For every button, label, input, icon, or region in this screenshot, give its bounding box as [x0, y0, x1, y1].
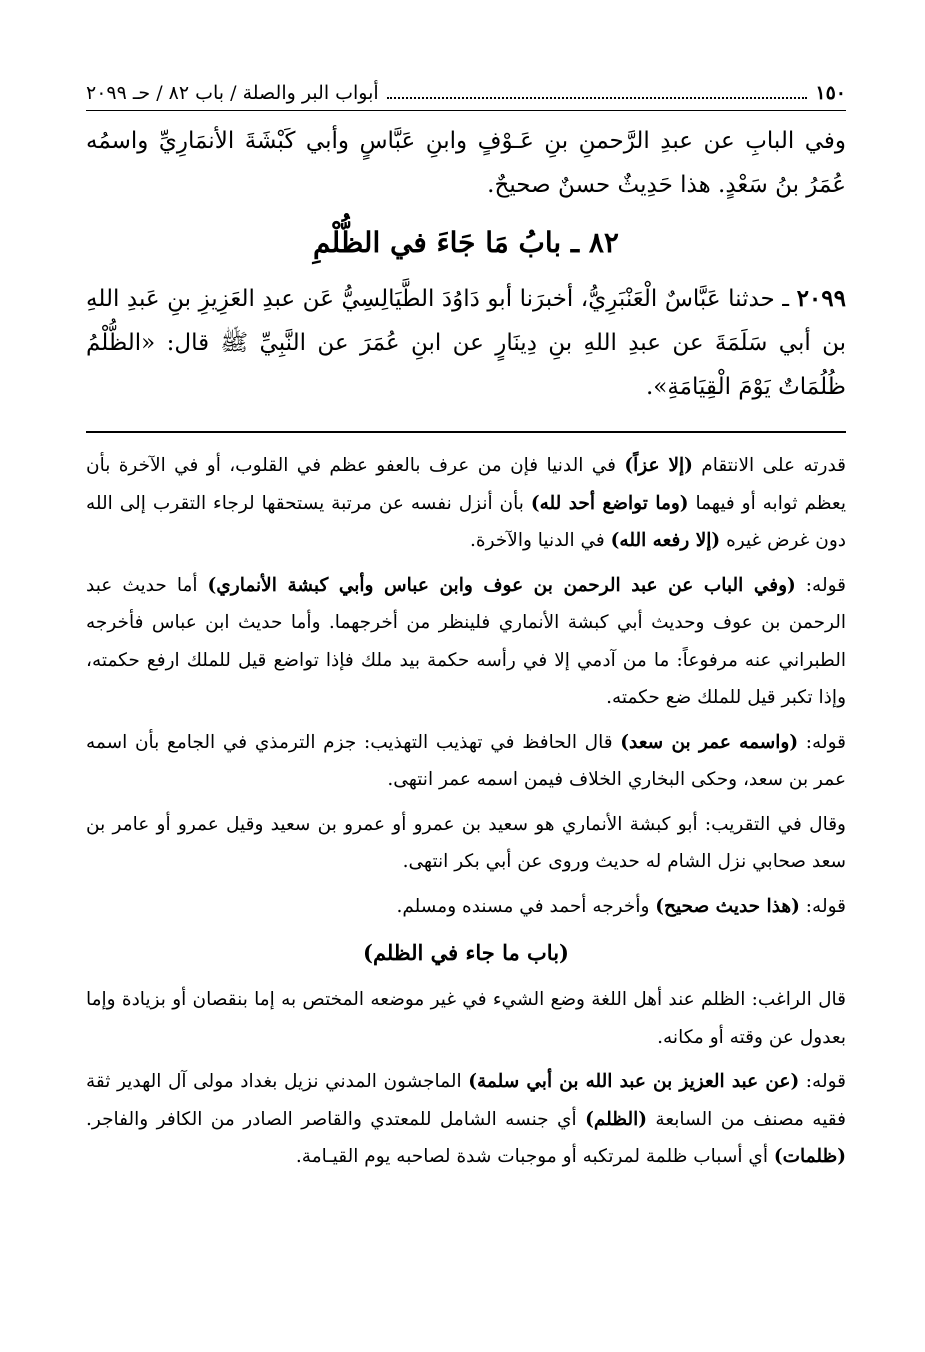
commentary-text: قال الحافظ في تهذيب التهذيب: جزم الترمذي في الجامع بأن اسمه عمر بن سعد، وحكى البخاري الخلاف فيمن اسمه عمر انتهى.: [86, 731, 846, 790]
commentary-text: قوله:: [799, 895, 846, 917]
commentary-paragraph: [86, 447, 846, 560]
commentary-separator: [86, 431, 846, 433]
commentary-text: أي أسباب ظلمة لمرتكبه أو موجبات شدة لصاحبه يوم القيـامة.: [295, 1146, 774, 1167]
hadith-paragraph: [86, 277, 846, 409]
page-number: ١٥٠: [815, 82, 846, 104]
commentary-text: قوله:: [795, 574, 846, 596]
commentary-text: بأن أنزل نفسه عن مرتبة يستحقها لرجاء التقرب إلى الله دون غرض غيره: [86, 492, 846, 551]
commentary-paragraph: [86, 1063, 846, 1176]
chapter-title: ٨٢ ـ بابُ مَا جَاءَ في الظُّلْمِ: [313, 226, 619, 259]
commentary-text: قوله:: [798, 731, 846, 753]
commentary-paragraph: [86, 806, 846, 881]
commentary-paragraph: [86, 981, 846, 1056]
commentary-quote: (هذا حديث صحيح): [655, 895, 800, 917]
commentary-text: وقال في التقريب: أبو كبشة الأنماري هو سعيد بن عمرو أو عمرو بن سعيد وقيل عمرو أو عامر بن سعد صحابي نزل الشام له حديث وروى عن أبي بكر انتهى.: [86, 813, 846, 872]
commentary-quote: (الظلم): [585, 1108, 647, 1130]
commentary-paragraph: [86, 567, 846, 717]
commentary-text: قوله:: [799, 1071, 846, 1092]
book-page: [86, 80, 846, 1183]
commentary-quote: (إلا رفعه الله): [610, 530, 721, 551]
commentary-quote: (إلا عزاً): [624, 455, 693, 476]
running-header: [86, 80, 846, 110]
commentary-quote: (واسمه عمر بن سعد): [620, 731, 799, 753]
commentary-quote: (وما تواضع أحد لله): [530, 492, 689, 514]
hadith-number: ٢٠٩٩: [796, 285, 846, 312]
commentary-quote: (عن عبد العزيز بن عبد الله بن أبي سلمة): [468, 1071, 800, 1092]
commentary-text: وأخرجه أحمد في مسنده ومسلم.: [396, 895, 656, 917]
dotted-leader: [387, 97, 808, 99]
commentary-paragraph: [86, 724, 846, 799]
commentary-text: قدرته على الانتقام: [692, 455, 847, 476]
header-rule: [86, 110, 846, 111]
commentary-section-title: (باب ما جاء في الظلم): [363, 940, 569, 965]
main-text-paragraph: وفي البابِ عن عبدِ الرَّحمنِ بنِ عَـوْفٍ وابنِ عَبَّاسٍ وأبي كَبْشَةَ الأنمَارِيِّ واسمُه عُمَرُ بنُ سَعْدٍ. هذا حَدِيثٌ حسنٌ صحيحٌ.: [86, 128, 846, 198]
hadith-text: ـ حدثنا عَبَّاسٌ الْعَنْبَرِيُّ، أخبرَنا أبو دَاوُدَ الطَّيَالِسِيُّ عَن عبدِ العَزِيزِ بنِ عَبدِ اللهِ بن أبي سَلَمَةَ عن عبدِ اللهِ بنِ دِينَارٍ عن ابنِ عُمَرَ عن النَّبِيِّ ﷺ قال: «الظُّلْمُ ظُلُمَاتٌ يَوْمَ الْقِيَامَةِ».: [86, 286, 846, 400]
commentary-text: أما حديث عبد الرحمن بن عوف وحديث أبي كبشة الأنماري فلينظر من أخرجهما. وأما حديث ابن عباس فأخرجه الطبراني عنه مرفوعاً: ما من آدمي إلا في رأسه حكمة بيد ملك فإذا تواضع قيل للملك ارفع حكمته، وإذا تكبر قيل للملك ضع حكمته.: [86, 574, 846, 708]
commentary-text: في الدنيا فإن من عرف بالعفو عظم في القلوب، أو في الآخرة بأن يعظم ثوابه أو فيهما: [86, 455, 847, 514]
running-title: أبواب البر والصلة / باب ٨٢ / حـ ٢٠٩٩: [86, 82, 379, 104]
commentary-text: في الدنيا والآخرة.: [470, 530, 611, 551]
commentary-text: قال الراغب: الظلم عند أهل اللغة وضع الشيء في غير موضعه المختص به إما بنقصان أو بزيادة وإما بعدول عن وقته أو مكانه.: [86, 989, 846, 1048]
commentary-text: أي جنسه الشامل للمعتدي والقاصر الصادر من الكافر والفاجر.: [86, 1108, 586, 1130]
commentary-paragraph: [86, 888, 846, 926]
commentary-quote: (وفي الباب عن عبد الرحمن بن عوف وابن عباس وأبي كبشة الأنماري): [207, 574, 796, 596]
commentary-text: الماجشون المدني نزيل بغداد مولى آل الهدير ثقة فقيه مصنف من السابعة: [86, 1071, 846, 1130]
commentary-quote: (ظلمات): [773, 1146, 846, 1167]
